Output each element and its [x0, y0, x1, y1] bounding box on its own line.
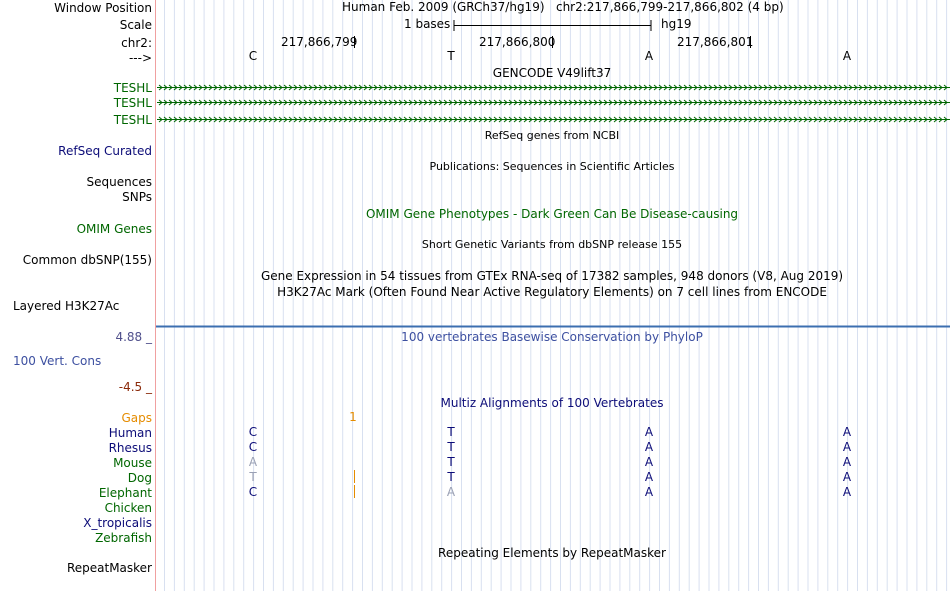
alignment-base: A	[842, 470, 852, 484]
gencode-track-2[interactable]: TESHL	[113, 96, 152, 110]
ruler-tick-2: 217,866,800	[479, 35, 556, 49]
scale-bases: 1 bases	[404, 17, 451, 31]
repeatmasker-title[interactable]: Repeating Elements by RepeatMasker	[438, 546, 666, 560]
alignment-base: T	[447, 470, 455, 484]
alignment-base: C	[248, 485, 258, 499]
h3k27ac-title[interactable]: H3K27Ac Mark (Often Found Near Active Regulatory Elements) on 7 cell lines from ENCODE	[277, 285, 827, 299]
omim-label[interactable]: OMIM Genes	[76, 222, 152, 236]
multiz-gaps-label: Gaps	[121, 411, 152, 425]
gencode-title[interactable]: GENCODE V49lift37	[492, 66, 612, 80]
repeatmasker-label[interactable]: RepeatMasker	[66, 561, 152, 575]
alignment-base: A	[644, 455, 654, 469]
dbsnp-title[interactable]: Short Genetic Variants from dbSNP release 155	[421, 238, 683, 251]
phylop-title[interactable]: 100 vertebrates Basewise Conservation by PhyloP	[401, 330, 703, 344]
alignment-base: A	[248, 455, 258, 469]
ruler-tick-3: 217,866,801	[677, 35, 754, 49]
alignment-base: A	[644, 440, 654, 454]
window-position-label: Window Position	[54, 1, 152, 15]
gencode-track-3[interactable]: TESHL	[113, 113, 152, 127]
publications-title[interactable]: Publications: Sequences in Scientific Articles	[429, 160, 675, 173]
position-range[interactable]: chr2:217,866,799-217,866,802 (4 bp)	[555, 0, 784, 14]
species-label-human[interactable]: Human	[108, 426, 152, 440]
alignment-base: T	[447, 440, 455, 454]
alignment-base: A	[446, 485, 456, 499]
species-label-mouse[interactable]: Mouse	[113, 456, 152, 470]
species-label-x_tropicalis[interactable]: X_tropicalis	[83, 516, 152, 530]
phylop-max-label: 4.88 _	[115, 330, 152, 344]
species-label-dog[interactable]: Dog	[127, 471, 152, 485]
ref-base-4: A	[842, 49, 852, 63]
ref-base-1: C	[248, 49, 258, 63]
alignment-base: T	[447, 425, 455, 439]
omim-title[interactable]: OMIM Gene Phenotypes - Dark Green Can Be Disease-causing	[365, 207, 739, 221]
alignment-base: A	[644, 485, 654, 499]
alignment-base: A	[842, 455, 852, 469]
h3k27ac-label[interactable]: Layered H3K27Ac	[13, 299, 120, 313]
multiz-title[interactable]: Multiz Alignments of 100 Vertebrates	[440, 396, 664, 410]
publications-sequences-label[interactable]: Sequences	[86, 175, 152, 189]
phylop-min-label: -4.5 _	[118, 380, 152, 394]
species-label-zebrafish[interactable]: Zebrafish	[95, 531, 152, 545]
species-label-elephant[interactable]: Elephant	[98, 486, 152, 500]
ruler-tick-1: 217,866,799	[281, 35, 358, 49]
gap-count-marker: 1	[349, 410, 357, 424]
refseq-title[interactable]: RefSeq genes from NCBI	[484, 129, 620, 142]
alignment-base: A	[644, 425, 654, 439]
alignment-base: A	[842, 425, 852, 439]
alignment-base: A	[644, 470, 654, 484]
chr-label: chr2:	[121, 36, 152, 50]
alignment-base: T	[447, 455, 455, 469]
species-label-chicken[interactable]: Chicken	[104, 501, 152, 515]
refseq-label[interactable]: RefSeq Curated	[58, 144, 152, 158]
strand-arrow-label[interactable]: --->	[128, 51, 152, 65]
ref-base-2: T	[447, 49, 455, 63]
alignment-base: A	[842, 485, 852, 499]
publications-snps-label[interactable]: SNPs	[122, 190, 152, 204]
assembly-title	[342, 0, 784, 14]
alignment-base: C	[248, 425, 258, 439]
alignment-base: T	[249, 470, 257, 484]
phylop-label[interactable]: 100 Vert. Cons	[13, 354, 102, 368]
alignment-base: A	[842, 440, 852, 454]
gtex-title[interactable]: Gene Expression in 54 tissues from GTEx RNA-seq of 17382 samples, 948 donors (V8, Aug 2019)	[260, 269, 844, 283]
scale-assembly: hg19	[661, 17, 692, 31]
species-label-rhesus[interactable]: Rhesus	[108, 441, 152, 455]
scale-label: Scale	[119, 18, 152, 32]
dbsnp-label[interactable]: Common dbSNP(155)	[22, 253, 152, 267]
ref-base-3: A	[644, 49, 654, 63]
alignment-base: C	[248, 440, 258, 454]
gencode-track-1[interactable]: TESHL	[113, 81, 152, 95]
assembly-name: Human Feb. 2009 (GRCh37/hg19)	[342, 0, 545, 14]
